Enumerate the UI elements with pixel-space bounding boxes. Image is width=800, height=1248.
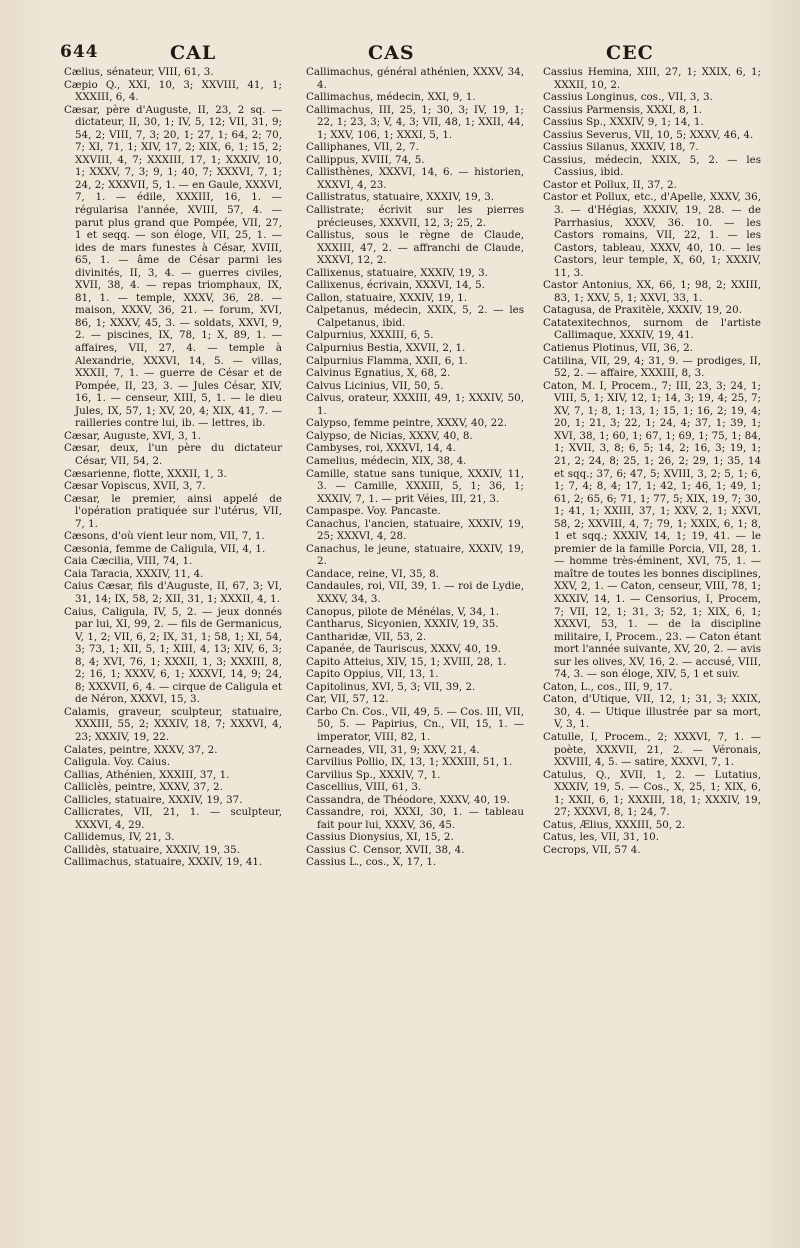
- index-entry: Cæsar, père d'Auguste, II, 23, 2 sq. — dictateur, II, 30, 1; IV, 5, 12; VII, 31, 9; 54, 2; VIII, 7, 3; 20, 1; 27, 1; 64, 2; 70, 7; XI, 71, 1; XIV, 17, 2; XIX, 6, 1; 15, 2; XXVIII, 4, 7; XXXIII, 17, 1; XXXIV, 10, 1; XXXV, 7, 3; 9, 1; 40, 7; XXXVI, 7, 1; 24, 2; XXXVII, 5, 1. — en Gaule, XXXVI, 7, 1. — édile, XXXIII, 16, 1. — régularisa l'année, XVIII, 57, 4. — parut plus grand que Pompée, VII, 27, 1 et seqq. — son éloge, VII, 25, 1. — ides de mars funestes à César, XVIII, 65, 1. — âme de César parmi les divinités, II, 3, 4. — guerres civiles, XVII, 38, 4. — repas triomphaux, IX, 81, 1. — temple, XXXV, 36, 28. — maison, XXXV, 36, 21. — forum, XVI, 86, 1; XXXV, 45, 3. — soldats, XXVI, 9, 2. — piscines, IX, 78, 1; X, 89, 1. — affaires, VII, 27, 4. — temple à Alexandrie, XXXVI, 14, 5. — villas, XXXII, 7, 1. — guerre de César et de Pompée, II, 23, 3. — Jules César, XIV, 16, 1. — censeur, XIII, 5, 1. — le dieu Jules, IX, 57, 1; XV, 20, 4; XIX, 41, 7. — railleries contre lui, ib. — lettres, ib.: [64, 103, 282, 430]
- index-entry: Camille, statue sans tunique, XXXIV, 11, 3. — Camille, XXXIII, 5, 1; 36, 1; XXXIV, 7, 1. — prit Véies, III, 21, 3.: [306, 467, 524, 505]
- index-entry: Calpurnius, XXXIII, 6, 5.: [306, 329, 434, 342]
- index-entry: Car, VII, 57, 12.: [306, 693, 389, 706]
- index-entry: Calpetanus, médecin, XXIX, 5, 2. — les Calpetanus, ibid.: [306, 304, 524, 329]
- index-entry: Canachus, l'ancien, statuaire, XXXIV, 19, 25; XXXVI, 4, 28.: [306, 517, 524, 543]
- index-entry: Caton, M. I, Procem., 7; III, 23, 3; 24, 1; VIII, 5, 1; XIV, 12, 1; 14, 3; 19, 4; 25, 7; XV, 7, 1; 8, 1; 13, 1; 15, 1; 16, 2; 19, 4; 20, 1; 21, 3; 22, 1; 24, 4; 37, 1; 39, 1; XVI, 38, 1; 60, 1; 67, 1; 69, 1; 75, 1; 84, 1; XVII, 3, 8; 6, 5; 14, 2; 16, 3; 19, 1; 21, 2; 24, 8; 25, 1; 26, 2; 29, 1; 35, 14 et sqq.; 37, 6; 47, 5; XVIII, 3, 2; 5, 1; 6, 1; 7, 4; 8, 4; 17, 1; 42, 1; 46, 1; 49, 1; 61, 2; 65, 6; 71, 1; 77, 5; XIX, 19, 7; 30, 1; 41, 1; XXIII, 37, 1; XXV, 2, 1; XXVI, 58, 2; XXVIII, 4, 7; 79, 1; XXIX, 6, 1; 8, 1 et sqq.; XXXIV, 14, 1; 19, 41. — le premier de la famille Porcia, VII, 28, 1. — homme très-éminent, XVI, 75, 1. — maître de toutes les bonnes disciplines, XXV, 2, 1. — Caton, censeur, VIII, 78, 1; XXXIV, 14, 1. — Censorius, I, Procem, 7; VII, 12, 1; 31, 3; 52, 1; XIX, 6, 1; XXXVI, 53, 1. — de la discipline militaire, I, Procem., 23. — Caton étant mort l'année suivante, XV, 20, 2. — avis sur les olives, XV, 16, 2. — accusé, VIII, 74, 3. — son éloge, XIV, 5, 1 et suiv.: [543, 379, 761, 681]
- index-entry: Canachus, le jeune, statuaire, XXXIV, 19, 2.: [306, 542, 524, 568]
- index-entry: Calvinus Egnatius, X, 68, 2.: [306, 367, 451, 380]
- header-right: CEC: [606, 42, 654, 64]
- index-entry: Caton, L., cos., III, 9, 17.: [543, 680, 673, 693]
- index-entry: Caius, Caligula, IV, 5, 2. — jeux donnés par lui, XI, 99, 2. — fils de Germanicus, V, 1, 2; VII, 6, 2; IX, 31, 1; 58, 1; XI, 54, 3; 73, 1; XII, 5, 1; XIII, 4, 13; XIV, 6, 3; 8, 4; XVI, 76, 1; XXXII, 1, 3; XXXIII, 8, 2; 16, 1; XXXV, 6, 1; XXXVI, 14, 9; 24, 8; XXXVII, 6, 4. — cirque de Caligula et de Néron, XXXVI, 15, 3.: [64, 605, 282, 706]
- index-entry: Cælius, sénateur, VIII, 61, 3.: [64, 66, 214, 78]
- index-entry: Cassius Dionysius, XI, 15, 2.: [306, 831, 454, 844]
- index-entry: Caligula. Voy. Caius.: [64, 756, 170, 769]
- header-center: CAS: [368, 42, 415, 64]
- index-column-3: [543, 66, 761, 856]
- index-entry: Calates, peintre, XXXV, 37, 2.: [64, 743, 218, 756]
- index-entry: Castor Antonius, XX, 66, 1; 98, 2; XXIII, 83, 1; XXV, 5, 1; XXVI, 33, 1.: [543, 279, 761, 304]
- index-entry: Calvus, orateur, XXXIII, 49, 1; XXXIV, 50, 1.: [306, 392, 524, 417]
- index-entry: Caia Cæcilia, VIII, 74, 1.: [64, 555, 193, 568]
- index-entry: Cassius L., cos., X, 17, 1.: [306, 856, 437, 869]
- index-entry: Catilina, VII, 29, 4; 31, 9. — prodiges, II, 52, 2. — affaire, XXXIII, 8, 3.: [543, 354, 761, 380]
- index-entry: Cecrops, VII, 57 4.: [543, 843, 641, 856]
- index-entry: Cassius Severus, VII, 10, 5; XXXV, 46, 4.: [543, 128, 754, 141]
- index-entry: Callippus, XVIII, 74, 5.: [306, 153, 425, 166]
- index-entry: Cassius Longinus, cos., VII, 3, 3.: [543, 91, 713, 104]
- index-entry: Calliclès, peintre, XXXV, 37, 2.: [64, 781, 223, 794]
- index-entry: Callimachus, statuaire, XXXIV, 19, 41.: [64, 856, 263, 869]
- index-entry: Carbo Cn. Cos., VII, 49, 5. — Cos. III, VII, 50, 5. — Papirius, Cn., VII, 15, 1. — imperator, VIII, 82, 1.: [306, 705, 524, 743]
- index-entry: Callistratus, statuaire, XXXIV, 19, 3.: [306, 191, 495, 204]
- index-entry: Cantharus, Sicyonien, XXXIV, 19, 35.: [306, 618, 499, 631]
- index-entry: Callimachus, général athénien, XXXV, 34, 4.: [306, 66, 524, 91]
- index-entry: Cassius, médecin, XXIX, 5, 2. — les Cassius, ibid.: [543, 153, 761, 179]
- index-entry: Cæsar, deux, l'un père du dictateur César, VII, 54, 2.: [64, 442, 282, 467]
- index-entry: Cæsons, d'où vient leur nom, VII, 7, 1.: [64, 530, 265, 543]
- index-entry: Cæsar Vopiscus, XVII, 3, 7.: [64, 480, 206, 493]
- index-entry: Caton, d'Utique, VII, 12, 1; 31, 3; XXIX, 30, 4. — Utique illustrée par sa mort, V, 3, 1.: [543, 693, 761, 731]
- index-entry: Callixenus, statuaire, XXXIV, 19, 3.: [306, 266, 488, 279]
- index-entry: Cascellius, VIII, 61, 3.: [306, 781, 422, 794]
- index-entry: Callimachus, III, 25, 1; 30, 3; IV, 19, 1; 22, 1; 23, 3; V, 4, 3; VII, 48, 1; XXII, 44, 1; XXV, 106, 1; XXXI, 5, 1.: [306, 103, 524, 141]
- index-entry: Callistrate; écrivit sur les pierres précieuses, XXXVII, 12, 3; 25, 2.: [306, 204, 524, 229]
- index-entry: Carvilius Sp., XXXIV, 7, 1.: [306, 768, 441, 781]
- index-entry: Cassandra, de Théodore, XXXV, 40, 19.: [306, 793, 510, 806]
- index-entry: Callidemus, IV, 21, 3.: [64, 831, 175, 844]
- index-entry: Cæsar, le premier, ainsi appelé de l'opération pratiquée sur l'utérus, VII, 7, 1.: [64, 492, 282, 530]
- index-entry: Callon, statuaire, XXXIV, 19, 1.: [306, 291, 468, 304]
- index-entry: Catus, les, VII, 31, 10.: [543, 831, 659, 844]
- page-number: 644: [60, 42, 99, 62]
- index-entry: Caia Taracia, XXXIV, 11, 4.: [64, 567, 204, 580]
- index-entry: Capito Atteius, XIV, 15, 1; XVIII, 28, 1.: [306, 655, 507, 668]
- index-entry: Capanée, de Tauriscus, XXXV, 40, 19.: [306, 643, 501, 656]
- index-entry: Catatexitechnos, surnom de l'artiste Callimaque, XXXIV, 19, 41.: [543, 316, 761, 342]
- index-entry: Cassius Sp., XXXIV, 9, 1; 14, 1.: [543, 116, 704, 129]
- index-entry: Cantharidæ, VII, 53, 2.: [306, 630, 427, 643]
- index-entry: Cassius Silanus, XXXIV, 18, 7.: [543, 141, 699, 154]
- index-entry: Castor et Pollux, etc., d'Apelle, XXXV, 36, 3. — d'Hégias, XXXIV, 19, 28. — de Parrhasius, XXXV, 36. 10. — les Castors romains, VII, 22, 1. — les Castors, tableau, XXXV, 40, 10. — les Castors, leur temple, X, 60, 1; XXXIV, 11, 3.: [543, 191, 761, 279]
- index-entry: Capito Oppius, VII, 13, 1.: [306, 668, 439, 681]
- index-entry: Catus, Ælius, XXXIII, 50, 2.: [543, 818, 686, 831]
- index-entry: Candaules, roi, VII, 39, 1. — roi de Lydie, XXXV, 34, 3.: [306, 580, 524, 605]
- index-entry: Canopus, pilote de Ménélas, V, 34, 1.: [306, 605, 500, 618]
- index-entry: Carneades, VII, 31, 9; XXV, 21, 4.: [306, 743, 480, 756]
- index-entry: Cæsarienne, flotte, XXXII, 1, 3.: [64, 467, 227, 480]
- index-entry: Callicrates, VII, 21, 1. — sculpteur, XXXVI, 4, 29.: [64, 806, 282, 831]
- index-entry: Callixenus, écrivain, XXXVI, 14, 5.: [306, 279, 485, 292]
- index-entry: Callicles, statuaire, XXXIV, 19, 37.: [64, 793, 243, 806]
- header-left: CAL: [170, 42, 217, 64]
- index-entry: Campaspe. Voy. Pancaste.: [306, 505, 441, 518]
- index-entry: Caius Cæsar, fils d'Auguste, II, 67, 3; VI, 31, 14; IX, 58, 2; XII, 31, 1; XXXII, 4, 1.: [64, 580, 282, 605]
- index-entry: Catienus Plotinus, VII, 36, 2.: [543, 342, 693, 355]
- index-entry: Cassius C. Censor, XVII, 38, 4.: [306, 843, 465, 856]
- index-entry: Calypso, de Nicias, XXXV, 40, 8.: [306, 429, 473, 442]
- index-entry: Cæsar, Auguste, XVI, 3, 1.: [64, 429, 201, 442]
- index-entry: Calamis, graveur, sculpteur, statuaire, XXXIII, 55, 2; XXXIV, 18, 7; XXXVI, 4, 23; XXXIV, 19, 22.: [64, 705, 282, 743]
- index-entry: Calpurnius Bestia, XXVII, 2, 1.: [306, 342, 466, 355]
- index-entry: Calpurnius Flamma, XXII, 6, 1.: [306, 354, 468, 367]
- index-entry: Catulus, Q., XVII, 1, 2. — Lutatius, XXXIV, 19, 5. — Cos., X, 25, 1; XIX, 6, 1; XXII, 6, 1; XXXIII, 18, 1; XXXIV, 19, 27; XXXVI, 8, 1; 24, 7.: [543, 768, 761, 819]
- index-entry: Cæsonia, femme de Caligula, VII, 4, 1.: [64, 542, 266, 555]
- index-entry: Carvilius Pollio, IX, 13, 1; XXXIII, 51, 1.: [306, 756, 513, 769]
- index-entry: Cambyses, roi, XXXVI, 14, 4.: [306, 442, 456, 455]
- index-entry: Catulle, I, Procem., 2; XXXVI, 7, 1. — poète, XXXVII, 21, 2. — Véronais, XXVIII, 4, 5. — satire, XXXVI, 7, 1.: [543, 730, 761, 769]
- index-entry: Callidès, statuaire, XXXIV, 19, 35.: [64, 843, 241, 856]
- index-entry: Camelius, médecin, XIX, 38, 4.: [306, 454, 467, 467]
- index-entry: Callistus, sous le règne de Claude, XXXIII, 47, 2. — affranchi de Claude, XXXVI, 12, 2.: [306, 229, 524, 267]
- index-entry: Candace, reine, VI, 35, 8.: [306, 567, 439, 580]
- index-entry: Callisthènes, XXXVI, 14, 6. — historien, XXXVI, 4, 23.: [306, 166, 524, 191]
- index-entry: Calliphanes, VII, 2, 7.: [306, 141, 419, 154]
- index-column-2: [306, 66, 524, 869]
- index-entry: Callias, Athénien, XXXIII, 37, 1.: [64, 768, 230, 781]
- index-entry: Castor et Pollux, II, 37, 2.: [543, 178, 677, 191]
- index-entry: Cassius Parmensis, XXXI, 8, 1.: [543, 103, 703, 116]
- index-entry: Cæpio Q., XXI, 10, 3; XXVIII, 41, 1; XXXIII, 6, 4.: [64, 78, 282, 104]
- index-entry: Cassius Hemina, XIII, 27, 1; XXIX, 6, 1; XXXII, 10, 2.: [543, 66, 761, 91]
- index-column-1: [64, 66, 282, 869]
- index-entry: Capitolinus, XVI, 5, 3; VII, 39, 2.: [306, 680, 476, 693]
- index-entry: Calvus Licinius, VII, 50, 5.: [306, 379, 444, 392]
- index-entry: Callimachus, médecin, XXI, 9, 1.: [306, 91, 476, 104]
- index-entry: Catagusa, de Praxitèle, XXXIV, 19, 20.: [543, 304, 742, 317]
- index-entry: Calypso, femme peintre, XXXV, 40, 22.: [306, 417, 508, 430]
- index-entry: Cassandre, roi, XXXI, 30, 1. — tableau fait pour lui, XXXV, 36, 45.: [306, 806, 524, 831]
